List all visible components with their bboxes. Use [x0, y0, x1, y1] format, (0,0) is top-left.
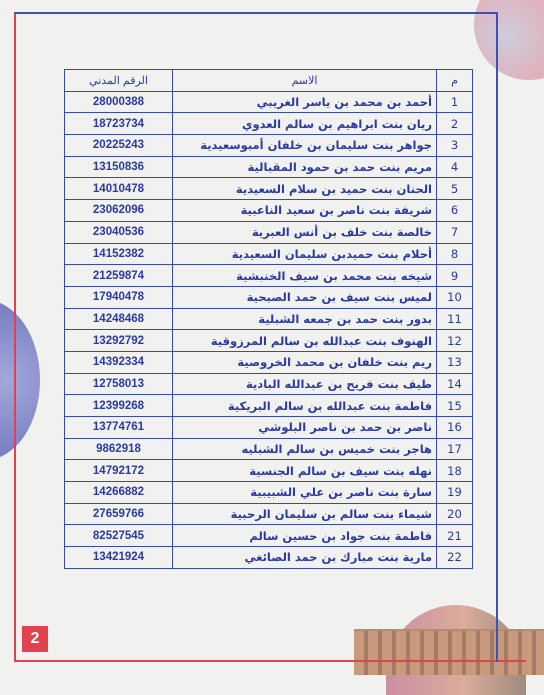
row-number: 9: [437, 265, 473, 287]
table-row: [65, 482, 473, 504]
row-name: خالصة بنت خلف بن أنس العبرية: [173, 221, 437, 243]
header-number: م: [437, 70, 473, 92]
row-number: 8: [437, 243, 473, 265]
table-row: [65, 243, 473, 265]
row-civil-id: 18723734: [65, 113, 173, 135]
row-number: 16: [437, 417, 473, 439]
row-number: 4: [437, 156, 473, 178]
row-name: نهله بنت سيف بن سالم الجنسية: [173, 460, 437, 482]
row-number: 15: [437, 395, 473, 417]
table-row: [65, 330, 473, 352]
row-name: فاطمة بنت جواد بن حسين سالم: [173, 525, 437, 547]
row-civil-id: 27659766: [65, 503, 173, 525]
row-civil-id: 14010478: [65, 178, 173, 200]
table-row: [65, 265, 473, 287]
row-number: 5: [437, 178, 473, 200]
row-number: 10: [437, 286, 473, 308]
table-row: [65, 417, 473, 439]
row-name: أحلام بنت حميدبن سليمان السعيدية: [173, 243, 437, 265]
row-number: 22: [437, 547, 473, 569]
row-civil-id: 23062096: [65, 200, 173, 222]
table-row: [65, 91, 473, 113]
row-civil-id: 14392334: [65, 351, 173, 373]
row-civil-id: 14248468: [65, 308, 173, 330]
row-name: لميس بنت سيف بن حمد الصبحية: [173, 286, 437, 308]
row-civil-id: 13774761: [65, 417, 173, 439]
row-number: 3: [437, 135, 473, 157]
row-name: ريان بنت ابراهيم بن سالم العدوي: [173, 113, 437, 135]
row-name: الحنان بنت حميد بن سلام السعيدية: [173, 178, 437, 200]
row-civil-id: 28000388: [65, 91, 173, 113]
table-row: [65, 286, 473, 308]
row-number: 21: [437, 525, 473, 547]
row-name: الهنوف بنت عبدالله بن سالم المرزوقية: [173, 330, 437, 352]
row-name: شيخه بنت محمد بن سيف الخنبشية: [173, 265, 437, 287]
row-number: 17: [437, 438, 473, 460]
table-row: [65, 351, 473, 373]
table-row: [65, 373, 473, 395]
row-number: 13: [437, 351, 473, 373]
row-civil-id: 12758013: [65, 373, 173, 395]
table-row: [65, 200, 473, 222]
row-civil-id: 82527545: [65, 525, 173, 547]
row-number: 11: [437, 308, 473, 330]
row-number: 6: [437, 200, 473, 222]
row-number: 14: [437, 373, 473, 395]
row-name: سارة بنت ناصر بن علي الشبيبية: [173, 482, 437, 504]
row-number: 18: [437, 460, 473, 482]
row-name: ريم بنت خلفان بن محمد الخروصية: [173, 351, 437, 373]
names-table: [64, 69, 473, 569]
table-header-row: [65, 70, 473, 92]
table-row: [65, 178, 473, 200]
row-number: 2: [437, 113, 473, 135]
row-civil-id: 14152382: [65, 243, 173, 265]
header-civil-id: الرقم المدني: [65, 70, 173, 92]
row-civil-id: 13150836: [65, 156, 173, 178]
row-number: 7: [437, 221, 473, 243]
table-row: [65, 503, 473, 525]
row-civil-id: 12399268: [65, 395, 173, 417]
row-civil-id: 13421924: [65, 547, 173, 569]
table-body: [65, 91, 473, 568]
table-row: [65, 525, 473, 547]
table-row: [65, 438, 473, 460]
header-name: الاسم: [173, 70, 437, 92]
row-name: هاجر بنت خميس بن سالم الشبليه: [173, 438, 437, 460]
row-number: 12: [437, 330, 473, 352]
row-number: 1: [437, 91, 473, 113]
row-civil-id: 23040536: [65, 221, 173, 243]
table-row: [65, 308, 473, 330]
table-row: [65, 547, 473, 569]
row-name: ناصر بن حمد بن ناصر البلوشي: [173, 417, 437, 439]
row-name: طيف بنت فريح بن عبدالله البادية: [173, 373, 437, 395]
row-number: 20: [437, 503, 473, 525]
table-row: [65, 113, 473, 135]
page-frame-blue-right: [496, 12, 498, 662]
row-name: بدور بنت حمد بن جمعه الشبلية: [173, 308, 437, 330]
row-civil-id: 13292792: [65, 330, 173, 352]
table-row: [65, 156, 473, 178]
page-number-badge: 2: [22, 626, 48, 652]
table-row: [65, 135, 473, 157]
row-name: مارية بنت مبارك بن حمد الصائغي: [173, 547, 437, 569]
page-frame-blue-top: [14, 12, 498, 14]
row-civil-id: 17940478: [65, 286, 173, 308]
row-civil-id: 14266882: [65, 482, 173, 504]
row-name: مريم بنت حمد بن حمود المقبالية: [173, 156, 437, 178]
row-civil-id: 21259874: [65, 265, 173, 287]
table-row: [65, 395, 473, 417]
row-number: 19: [437, 482, 473, 504]
row-civil-id: 14792172: [65, 460, 173, 482]
row-name: شيماء بنت سالم بن سليمان الرحبية: [173, 503, 437, 525]
row-name: جواهر بنت سليمان بن خلفان أمبوسعيدية: [173, 135, 437, 157]
row-name: أحمد بن محمد بن ياسر الغريبي: [173, 91, 437, 113]
row-civil-id: 9862918: [65, 438, 173, 460]
row-civil-id: 20225243: [65, 135, 173, 157]
table-row: [65, 221, 473, 243]
table-row: [65, 460, 473, 482]
row-name: شريفة بنت ناصر بن سعيد الناعبية: [173, 200, 437, 222]
row-name: فاطمة بنت عبدالله بن سالم البريكية: [173, 395, 437, 417]
